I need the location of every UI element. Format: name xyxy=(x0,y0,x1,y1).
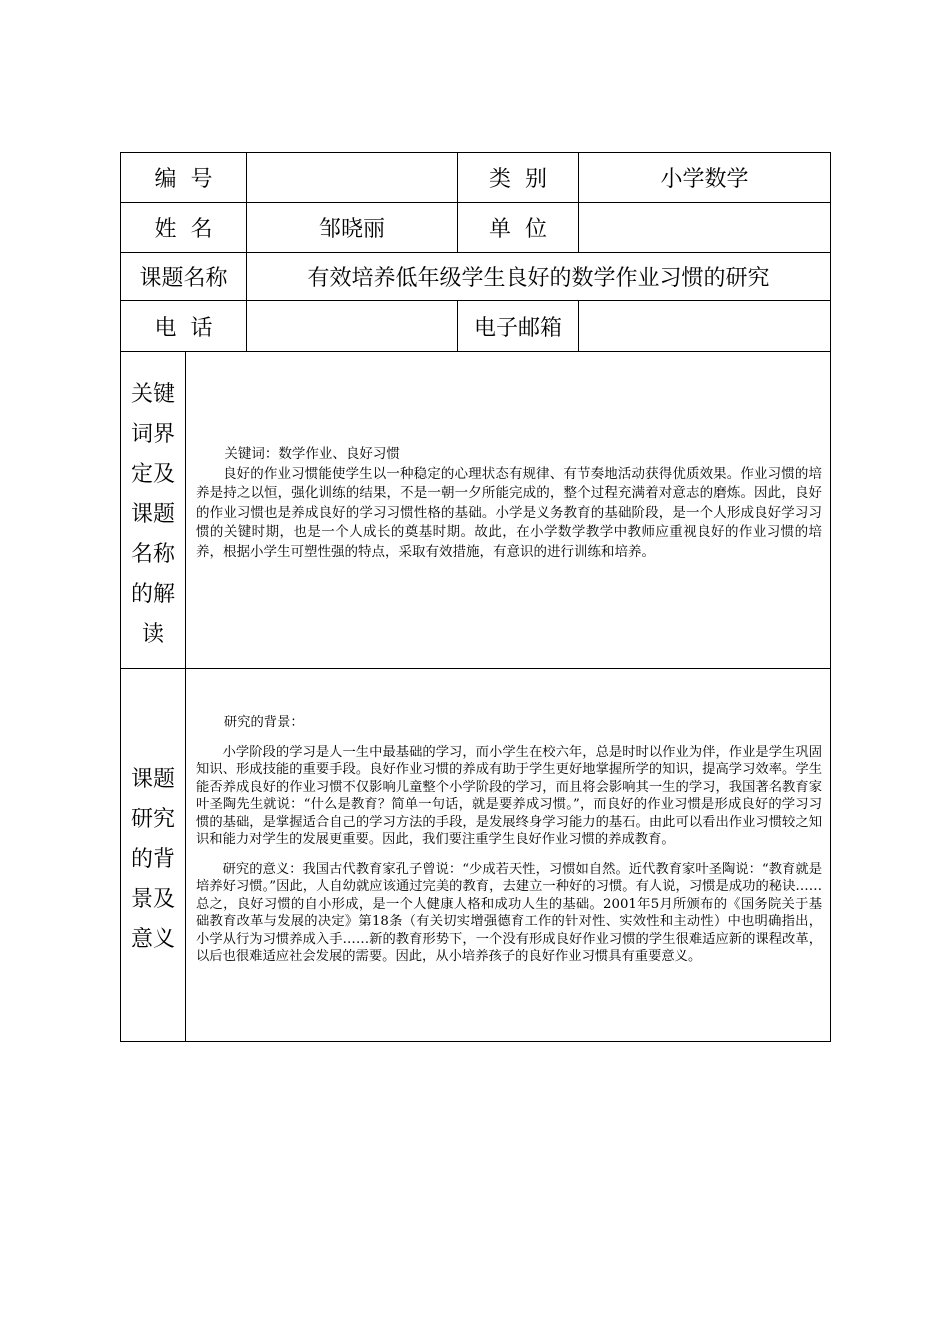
number-label: 编 号 xyxy=(154,167,213,192)
category-value: 小学数学 xyxy=(660,167,749,192)
background-paragraph: 小学阶段的学习是人一生中最基础的学习，而小学生在校六年，总是时时以作业为伴，作业是学生巩固知识、形成技能的重要手段。良好作业习惯的养成有助于学生更好地掌握所学的知识，提高学习效率。学生能否养成良好的作业习惯不仅影响儿童整个小学阶段的学习，而且将会影响其一生的学习，我国著名教育家叶圣陶先生就说：“什么是教育？简单一句话，就是要养成习惯。”，而良好的作业习惯是形成良好的学习习惯的基础，是掌握适合自己的学习方法的手段，是发展终身学习能力的基石。由此可以看出作业习惯较之知识和能力对学生的发展更重要。因此，我们要注重学生良好作业习惯的养成教育。 xyxy=(196,744,822,847)
topic-label: 课题名称 xyxy=(139,266,228,291)
phone-value xyxy=(247,301,457,351)
label-line: 课题 xyxy=(130,502,175,527)
label-line: 关键 xyxy=(130,382,175,407)
label-line: 意义 xyxy=(130,927,175,952)
name-value: 邹晓丽 xyxy=(318,217,385,242)
background-section-label xyxy=(121,760,185,960)
label-line: 定及 xyxy=(130,462,175,487)
label-line: 景及 xyxy=(130,887,175,912)
background-heading: 研究的背景： xyxy=(223,715,304,730)
label-line: 研究 xyxy=(130,807,175,832)
unit-label: 单 位 xyxy=(489,217,547,242)
keyword-section-label xyxy=(121,375,185,655)
label-line: 词界 xyxy=(130,422,175,447)
label-line: 的解 xyxy=(130,582,175,607)
unit-value xyxy=(579,203,830,252)
name-label: 姓 名 xyxy=(154,217,213,242)
label-line: 读 xyxy=(141,622,164,647)
label-line: 的背 xyxy=(130,847,175,872)
number-value xyxy=(247,153,457,202)
keywords-line: 关键词：数学作业、良好习惯 xyxy=(224,446,400,462)
significance-paragraph: 研究的意义：我国古代教育家孔子曾说：“少成若天性，习惯如自然。近代教育家叶圣陶说：“教育就是培养好习惯。”因此，人自幼就应该通过完美的教育，去建立一种好的习惯。有人说，习惯是成功的秘诀……总之，良好习惯的自小形成，是一个人健康人格和成功人生的基础。2001年5月所颁布的《国务院关于基础教育改革与发展的决定》第18条（有关切实增强德育工作的针对性、实效性和主动性）中也明确指出，小学从行为习惯养成入手……新的教育形势下，一个没有形成良好作业习惯的学生很难适应新的课程改革，以后也很难适应社会发展的需要。因此，从小培养孩子的良好作业习惯具有重要意义。 xyxy=(196,861,822,964)
keyword-section-content xyxy=(196,445,822,562)
email-value xyxy=(579,301,830,351)
phone-label: 电 话 xyxy=(154,315,213,341)
label-line: 名称 xyxy=(130,542,175,567)
topic-value: 有效培养低年级学生良好的数学作业习惯的研究 xyxy=(307,266,770,291)
label-line: 课题 xyxy=(130,767,175,792)
keyword-interpretation-paragraph: 良好的作业习惯能使学生以一种稳定的心理状态有规律、有节奏地活动获得优质效果。作业习惯的培养是持之以恒，强化训练的结果，不是一朝一夕所能完成的，整个过程充满着对意志的磨炼。因此，良好的作业习惯也是养成良好的学习习惯性格的基础。小学是义务教育的基础阶段，是一个人形成良好学习习惯的关键时期，也是一个人成长的奠基时期。故此，在小学数学教学中教师应重视良好的作业习惯的培养，根据小学生可塑性强的特点，采取有效措施，有意识的进行训练和培养。 xyxy=(196,465,822,560)
background-section-content xyxy=(196,714,822,966)
email-label: 电子邮箱 xyxy=(473,315,562,341)
category-label: 类 别 xyxy=(489,167,547,192)
